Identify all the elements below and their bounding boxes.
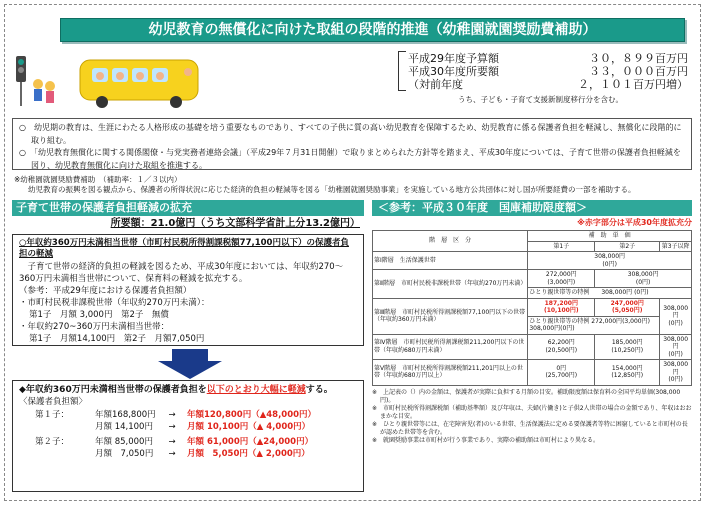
burden-row: 第２子： 年額 85,000円 → 年額 61,000円（▲24,000円） <box>35 437 314 447</box>
box1-heading: ○年収約360万円未満相当世帯（市町村民税所得割課税額77,100円以下）の保護者負担の軽減 <box>19 238 349 259</box>
table-header-row: 階 層 区 分 補 助 単 価 <box>373 231 692 242</box>
budget-summary <box>398 52 688 106</box>
burden-row: 月額 14,100円 → 月額 10,100円（▲ 4,000円） <box>95 421 311 432</box>
bracket-shape <box>398 51 406 91</box>
budget-row: （対前年度 ２，１０１百万円増） <box>408 78 688 91</box>
table-row: 第Ⅰ階層 生活保護世帯 308,000円 (0円) <box>373 252 692 270</box>
table-row: ひとり親世帯等の特例 272,000円(3,000円) 308,000円(0円) <box>373 316 692 334</box>
box1-paragraph: 子育て世帯の経済的負担の軽減を図るため、平成30年度においては、年収約270～360万円未満相当世帯について、保育料の軽減を拡充する。 <box>19 262 344 284</box>
expansion-note: ※赤字部分は平成30年度拡充分 <box>577 218 692 227</box>
subsidy-note: ※幼稚園就園奨励費補助 （補助率：１／３以内） 幼児教育の振興を図る観点から、保護者の所得状況に応じた経済的負担の軽減等を図る「幼稚園就園奨励事業」を実施している地方公共団体に対し国が所要経費の一部を補助する。 <box>14 175 636 194</box>
table-row: 第Ⅳ階層 市町村民税所得割課税額211,200円以下の世帯（年収約680万円未満） 62,200円 (20,500円) 185,000円 (10,250円) 308,000円 (0円) <box>373 334 692 360</box>
subsidy-limit-table <box>372 230 692 386</box>
box2-heading: ◆年収約360万円未満相当世帯の保護者負担を以下のとおり大幅に軽減する。 <box>19 385 333 395</box>
table-header-row: 第1子 第2子 第3子以降 <box>373 241 692 252</box>
burden-row: 月額 7,050円 → 月額 5,050円（▲ 2,000円） <box>95 448 310 459</box>
kindergarten-bus-illustration <box>12 46 202 110</box>
budget-row: 平成30年度所要額 ３３，０００百万円 <box>408 65 688 78</box>
right-heading: ＜参考：平成３０年度 国庫補助限度額＞ <box>372 200 692 216</box>
new-burden-box: ◆年収約360万円未満相当世帯の保護者負担を以下のとおり大幅に軽減する。 〈保護者負担額〉 第１子： 年額168,800円 → 年額120,800円（▲48,000円） 月額 14,100円 → 月額 10,100円（▲ 4,000円） 第２子： 年額 85,000円 → 年額 61,000円（▲24,000円） 月額 7,050円 → 月額 5,050円（▲ 2,000円） <box>12 380 364 492</box>
budget-row: 平成29年度予算額 ３０，８９９百万円 <box>408 52 688 65</box>
down-arrow-icon <box>158 349 222 379</box>
table-notes: ※ 上記表の（）内の金額は、保護者が実際に負担する月額の目安。補助限度額は保育料の全国平均単価(308,000円)。 ※ 市町村民税所得割課税額（補助基準額）及び年収は、夫婦(片働き)と子供2人世帯の場合の金額であり、年収はおおまかな目安。 ※ ひとり親世帯等には、在宅障害児(者)のいる世帯、生活保護法に定める要保護者等特に困窮していると市町村の長が認めた世帯等を含む。 ※ 就園奨励事業は市町村が行う事業であり、実際の補助額は市町村により異なる。 <box>372 388 692 444</box>
page-title: 幼児教育の無償化に向けた取組の段階的推進（幼稚園就園奨励費補助） <box>60 18 685 42</box>
intro-box <box>12 118 692 170</box>
current-burden-box: ○年収約360万円未満相当世帯（市町村民税所得割課税額77,100円以下）の保護者負担の軽減 子育て世帯の経済的負担の軽減を図るため、平成30年度においては、年収約270～360万円未満相当世帯について、保育料の軽減を拡充する。 （参考：平成29年度における保護者負担額） ・市町村民税非課税世帯（年収約270万円未満）： 第1子 月額 3,000円 第2子 無償 ・年収約270~360万円未満相当世帯： 第1子 月額14,100円 第2子 月額7,050円 <box>12 234 364 346</box>
table-row: 第Ⅲ階層 市町村民税所得割課税額77,100円以下の世帯（年収約360万円未満） 187,200円 (10,100円) 247,000円 (5,050円) 308,000円 (0円) <box>373 298 692 316</box>
right-panel <box>372 218 692 494</box>
budget-note: うち、子ども・子育て支援新制度移行分を含む。 <box>458 95 623 104</box>
left-heading: 子育て世帯の保護者負担軽減の拡充 <box>12 200 364 216</box>
table-row: ひとり親世帯等の特例 308,000円 (0円) <box>373 288 692 299</box>
intro-item: ○ 幼児期の教育は、生涯にわたる人格形成の基礎を培う重要なものであり、すべての子供に質の高い幼児教育を保障するため、幼児教育に係る保護者負担を軽減し、無償化に段階的に取り組む。 <box>19 123 682 145</box>
table-row: 第Ⅱ階層 市町村民税非課税世帯（年収約270万円未満） 272,000円 (3,000円) 308,000円 (0円) <box>373 270 692 288</box>
intro-item: ○ 「幼児教育無償化に関する関係閣僚・与党実務者連絡会議」（平成29年７月31日開催）で取りまとめられた方針等を踏まえ、平成30年度については、子育て世帯の保護者負担軽減を図り、幼児教育無償化に向けた取組を推進する。 <box>19 148 681 170</box>
burden-row: 第１子： 年額168,800円 → 年額120,800円（▲48,000円） <box>35 410 317 420</box>
required-amount: 所要額：21.0億円（うち文部科学省計上分13.2億円） <box>110 218 360 229</box>
left-panel <box>12 218 364 494</box>
table-row: 第Ⅴ階層 市町村民税所得割課税額211,201円以上の世帯（年収約680万円以上） 0円 (25,700円) 154,000円 (12,850円) 308,000円 (0円) <box>373 360 692 386</box>
